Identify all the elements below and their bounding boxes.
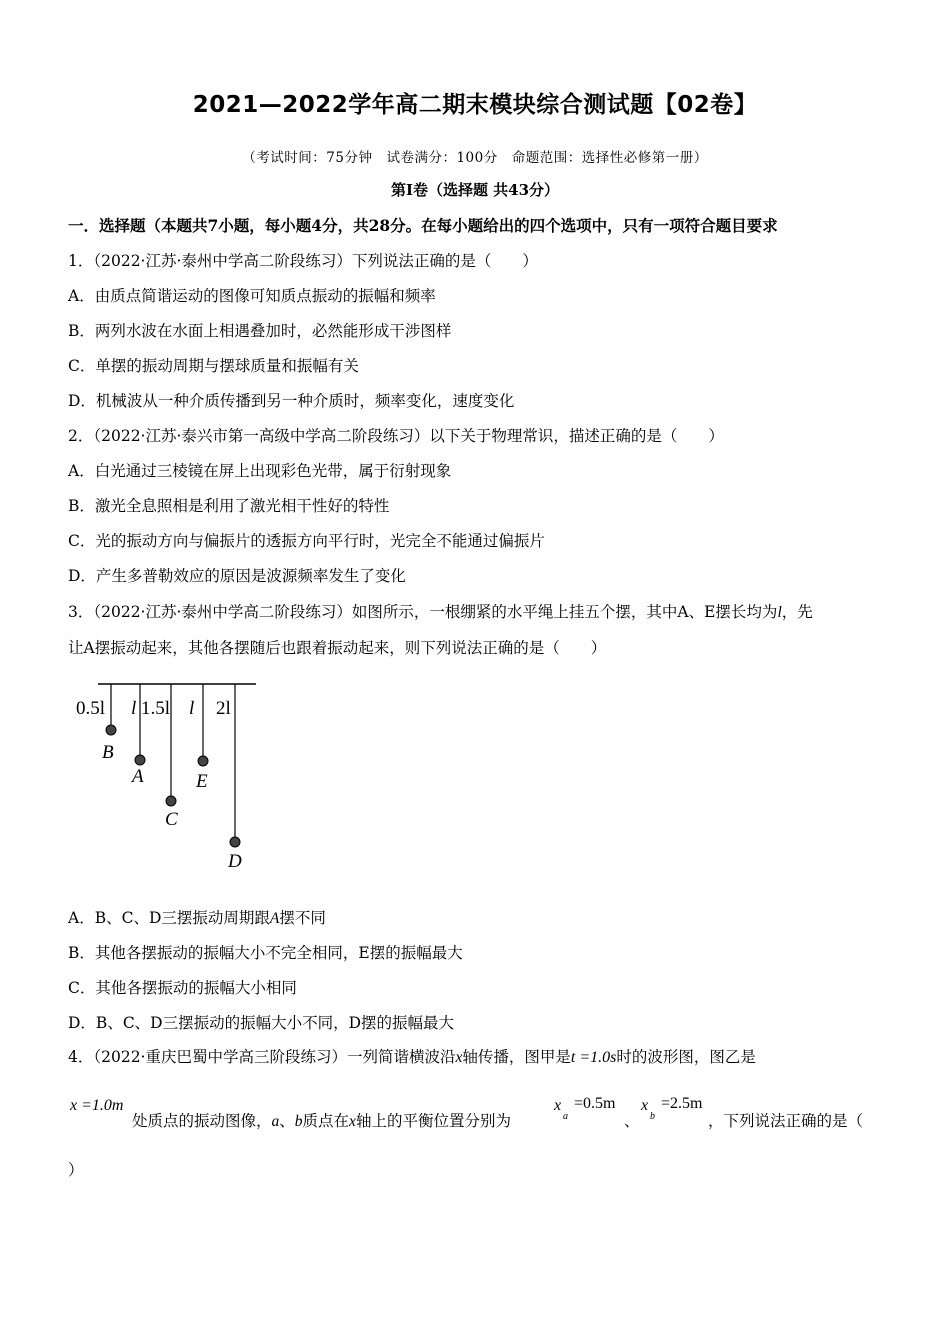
q4-xa-sub: a <box>563 1111 568 1122</box>
q4-sep: 、 <box>279 1112 295 1130</box>
q3-option-a-text1: A．B、C、D三摆振动周期跟 <box>68 909 270 927</box>
section-heading: 一．选择题（本题共7小题，每小题4分，共28分。在每小题给出的四个选项中，只有一项符合题目要求 <box>68 216 778 235</box>
bob-label-c: C <box>165 809 178 830</box>
bob-label-d: D <box>228 851 242 872</box>
q3-option-a-var: A <box>269 910 280 927</box>
q4-x-var-2: x <box>349 1113 356 1130</box>
q3-option-a <box>68 906 326 928</box>
q4-xb-x: x <box>641 1097 649 1114</box>
q4-line2-text3: 轴上的平衡位置分别为 <box>355 1112 511 1130</box>
q1-option-c: C．单摆的振动周期与摆球质量和振幅有关 <box>68 357 359 375</box>
q4-stem-line1 <box>68 1045 756 1067</box>
q4-text1: 4．（2022·重庆巴蜀中学高三阶段练习）一列简谐横波沿 <box>68 1048 456 1066</box>
q3-option-b: B．其他各摆振动的振幅大小不完全相同，E摆的振幅最大 <box>68 944 463 962</box>
bob-label-a: A <box>132 766 144 787</box>
q2-option-d: D．产生多普勒效应的原因是波源频率发生了变化 <box>68 567 406 585</box>
bob-d <box>230 837 240 847</box>
q4-t-expression: t =1.0s <box>570 1049 617 1066</box>
q3-option-c: C．其他各摆振动的振幅大小相同 <box>68 979 297 997</box>
bob-label-e: E <box>196 771 208 792</box>
q3-stem-line1 <box>68 600 813 622</box>
q4-text2: 轴传播，图甲是 <box>462 1048 571 1066</box>
bob-b <box>106 725 116 735</box>
q1-stem: 1．（2022·江苏·泰州中学高二阶段练习）下列说法正确的是（ ） <box>68 252 538 270</box>
q3-option-a-text2: 摆不同 <box>279 909 326 927</box>
bob-a <box>135 755 145 765</box>
q3-stem-var-l: l <box>777 604 782 621</box>
q4-sep-2: 、 <box>624 1112 640 1130</box>
q2-option-a: A．白光通过三棱镜在屏上出现彩色光带，属于衍射现象 <box>68 462 452 480</box>
length-label-e: l <box>189 698 195 719</box>
length-label-c: 1.5l <box>141 698 171 719</box>
q4-x-expression: x =1.0m <box>70 1097 124 1114</box>
length-label-a: l <box>131 698 137 719</box>
q2-stem: 2．（2022·江苏·泰兴市第一高级中学高二阶段练习）以下关于物理常识，描述正确的是（ ） <box>68 427 724 445</box>
q2-option-b: B．激光全息照相是利用了激光相干性好的特性 <box>68 497 390 515</box>
q4-line2-text1: 处质点的振动图像， <box>132 1112 272 1130</box>
q3-stem-text2: ，先 <box>781 603 813 621</box>
q4-x-var: x <box>455 1049 463 1066</box>
q1-option-b: B．两列水波在水面上相遇叠加时，必然能形成干涉图样 <box>68 322 452 340</box>
part-heading: 第Ⅰ卷（选择题 共43分） <box>390 181 560 199</box>
q1-option-d: D．机械波从一种介质传播到另一种介质时，频率变化，速度变化 <box>68 392 515 410</box>
q3-stem-line2: 让A摆振动起来，其他各摆随后也跟着振动起来，则下列说法正确的是（ ） <box>68 639 607 657</box>
bob-c <box>166 796 176 806</box>
q4-xb-sub: b <box>650 1111 655 1122</box>
q1-option-a: A．由质点简谐运动的图像可知质点振动的振幅和频率 <box>68 287 436 305</box>
pendulum-figure <box>70 676 270 876</box>
q4-xb-value: =2.5m <box>661 1095 703 1112</box>
q4-a-var: a <box>271 1113 280 1130</box>
q2-option-c: C．光的振动方向与偏振片的透振方向平行时，光完全不能通过偏振片 <box>68 532 545 550</box>
q4-xa-value: =0.5m <box>574 1095 616 1112</box>
q4-b-var: b <box>294 1113 303 1130</box>
q4-text3: 时的波形图，图乙是 <box>616 1048 756 1066</box>
bob-label-b: B <box>102 742 114 763</box>
q3-stem-text1: 3．（2022·江苏·泰州中学高二阶段练习）如图所示，一根绷紧的水平绳上挂五个摆，其中A、E摆长均为 <box>68 603 778 621</box>
q4-stem-line2 <box>132 1109 511 1131</box>
q4-line2-text4: ，下列说法正确的是（ <box>708 1112 864 1130</box>
q3-option-d: D．B、C、D三摆振动的振幅大小不同，D摆的振幅最大 <box>68 1014 455 1032</box>
length-label-d: 2l <box>216 698 231 719</box>
bob-e <box>198 756 208 766</box>
q4-stem-line3: ） <box>68 1161 84 1179</box>
exam-title: 2021—2022学年高二期末模块综合测试题【02卷】 <box>192 92 758 118</box>
q4-xa-x: x <box>554 1097 562 1114</box>
exam-info: （考试时间：75分钟 试卷满分：100分 命题范围：选择性必修第一册） <box>242 150 708 166</box>
q4-line2-text2: 质点在 <box>302 1112 350 1130</box>
length-label-b: 0.5l <box>76 698 106 719</box>
